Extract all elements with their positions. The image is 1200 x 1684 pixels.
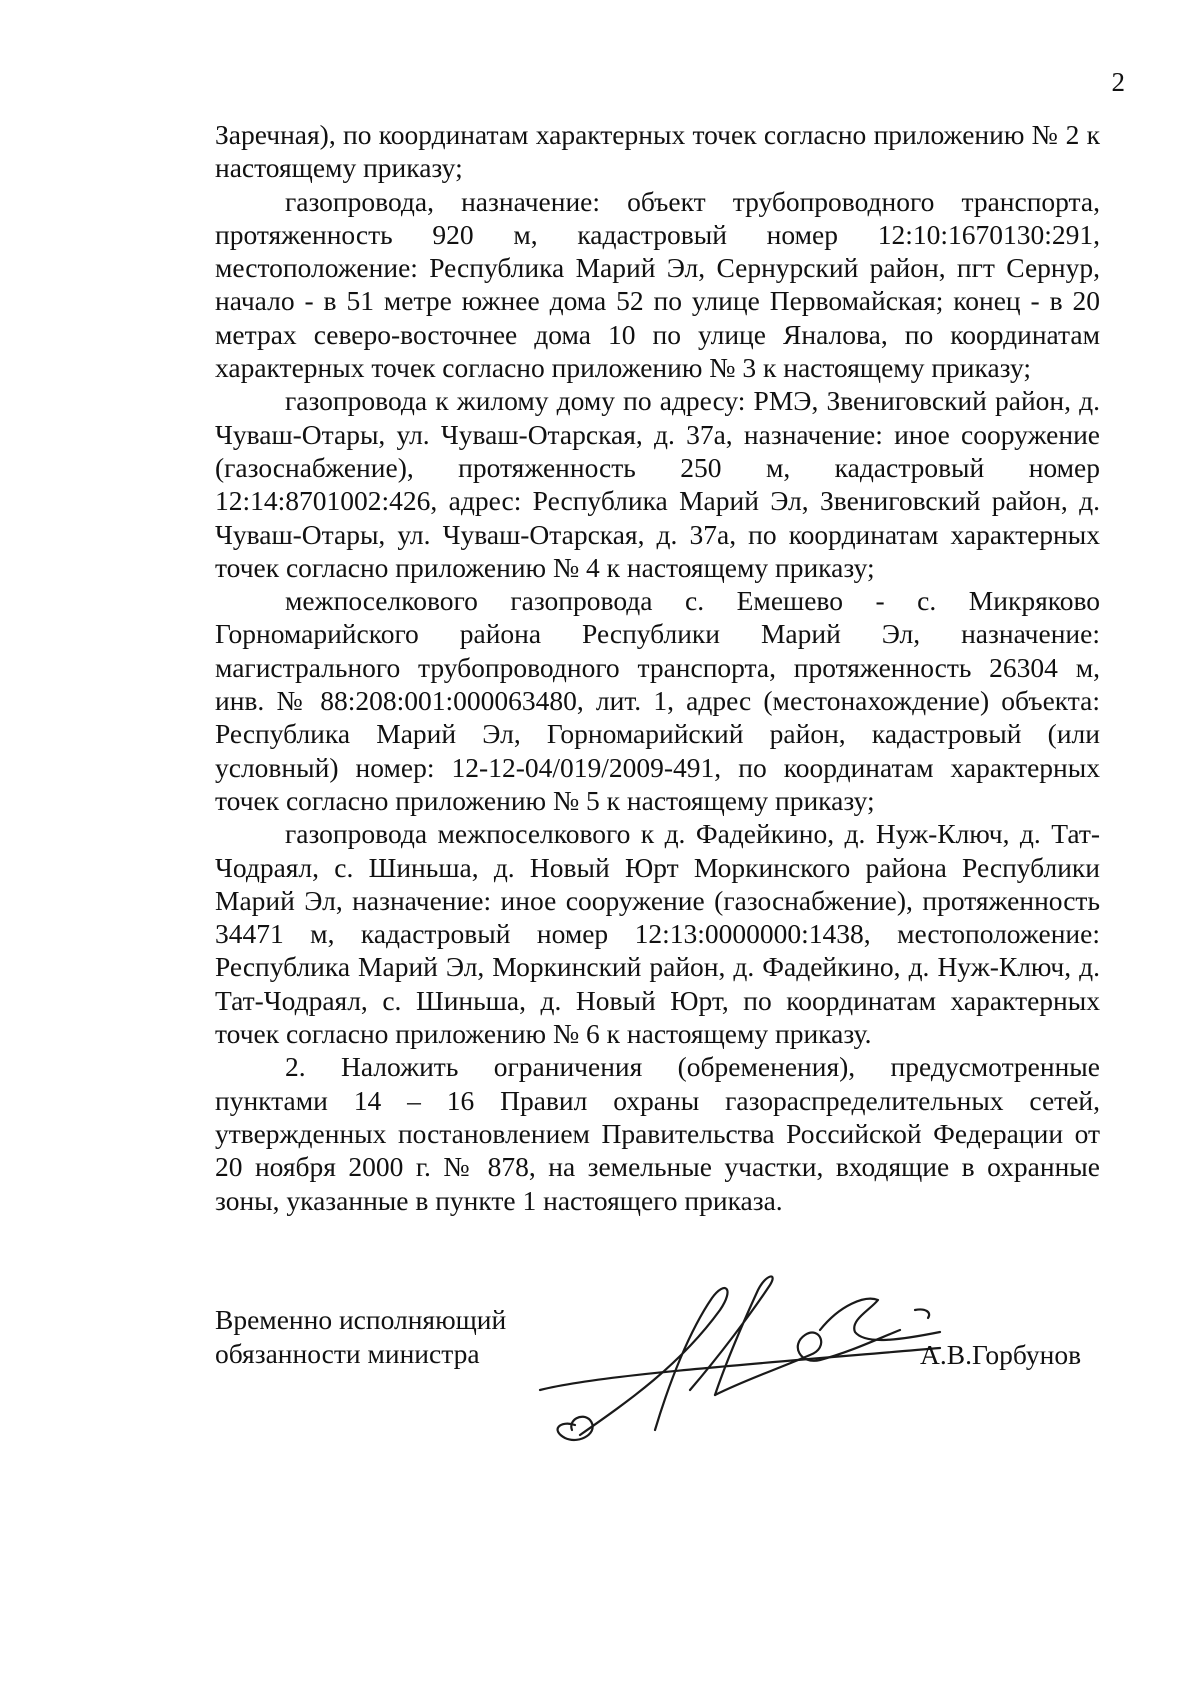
paragraph-pipeline-emeshevo: межпоселкового газопровода с. Емешево - с. Микряково Горномарийского района Республики Марий Эл, назначение: магистрального трубопроводного транспорта, протяженность 26304 м, инв. № 88:208:001:000063480, лит. 1, адрес (местонахождение) объекта: Республика Марий Эл, Горномарийский район, кадастровый (или условный) номер: 12-12-04/019/2009-491, по координатам характерных точек согласно приложению № 5 к настоящему приказу; (215, 585, 1100, 816)
signatory-name: А.В.Горбунов (920, 1339, 1082, 1370)
page-number: 2 (1111, 67, 1125, 97)
paragraph-pipeline-chuvash-otary: газопровода к жилому дому по адресу: РМЭ, Звениговский район, д. Чуваш-Отары, ул. Чуваш-Отарская, д. 37а, назначение: иное сооружение (газоснабжение), протяженность 250 м, кадастровый номер 12:14:8701002:426, адрес: Республика Марий Эл, Звениговский район, д. Чуваш-Отары, ул. Чуваш-Отарская, д. 37а, по координатам характерных точек согласно приложению № 4 к настоящему приказу; (215, 385, 1100, 583)
document-body (215, 118, 1100, 1217)
signatory-title-line-2: обязанности министра (215, 1338, 480, 1369)
signatory-title-line-1: Временно исполняющий (215, 1304, 507, 1335)
paragraph-pipeline-fadeikino: газопровода межпоселкового к д. Фадейкино, д. Нуж-Ключ, д. Тат-Чодраял, с. Шиньша, д. Новый Юрт Моркинского района Республики Марий Эл, назначение: иное сооружение (газоснабжение), протяженность 34471 м, кадастровый номер 12:13:0000000:1438, местоположение: Республика Марий Эл, Моркинский район, д. Фадейкино, д. Нуж-Ключ, д. Тат-Чодраял, с. Шиньша, д. Новый Юрт, по координатам характерных точек согласно приложению № 6 к настоящему приказу. (215, 818, 1100, 1050)
paragraph-pipeline-sernur: газопровода, назначение: объект трубопроводного транспорта, протяженность 920 м, кадастровый номер 12:10:1670130:291, местоположение: Республика Марий Эл, Сернурский район, пгт Сернур, начало - в 51 метре южнее дома 52 по улице Первомайская; конец - в 20 метрах северо-восточнее дома 10 по улице Яналова, по координатам характерных точек согласно приложению № 3 к настоящему приказу; (215, 185, 1100, 384)
paragraph-item-2: 2. Наложить ограничения (обременения), предусмотренные пунктами 14 – 16 Правил охраны газораспределительных сетей, утвержденных постановлением Правительства Российской Федерации от 20 ноября 2000 г. № 878, на земельные участки, входящие в охранные зоны, указанные в пункте 1 настоящего приказа. (215, 1051, 1100, 1216)
paragraph-continuation: Заречная), по координатам характерных точек согласно приложению № 2 к настоящему приказу; (215, 119, 1100, 184)
